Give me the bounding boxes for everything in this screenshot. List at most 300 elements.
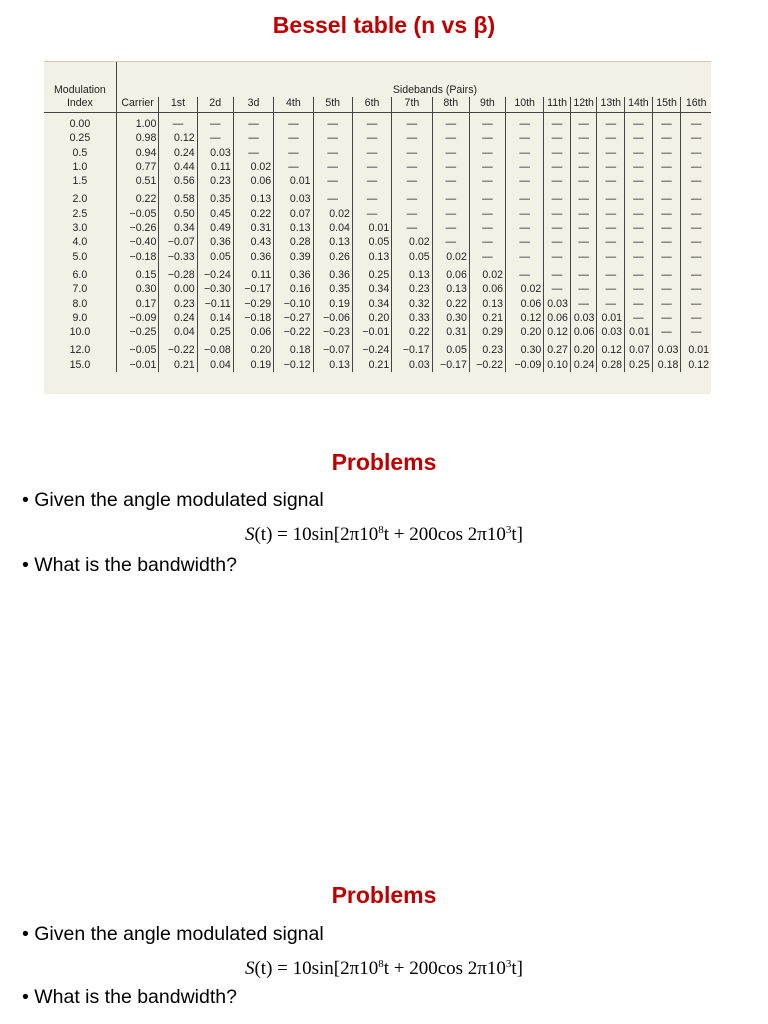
sideband-cell: — [570, 282, 597, 296]
sideband-cell: — [352, 117, 391, 131]
sideband-cell: — [570, 192, 597, 206]
header-carrier: Carrier [116, 97, 159, 113]
table-row [44, 358, 711, 372]
equation-exponent: 3 [505, 958, 512, 970]
sideband-cell: 0.33 [392, 311, 432, 325]
sideband-cell: 0.23 [469, 343, 505, 357]
sideband-cell: 0.12 [681, 358, 711, 372]
sideband-cell: — [197, 131, 233, 145]
bessel-table [44, 62, 711, 372]
sideband-cell: 0.12 [597, 343, 625, 357]
sideband-cell: 0.03 [570, 311, 597, 325]
sideband-cell: 0.12 [506, 311, 544, 325]
header-sideband-col: 12th [570, 97, 597, 113]
sideband-cell: 0.05 [432, 343, 469, 357]
sideband-cell: — [432, 131, 469, 145]
sideband-cell: 0.04 [313, 221, 352, 235]
modulation-index-cell: 2.0 [72, 193, 88, 206]
sideband-cell: — [469, 192, 505, 206]
header-sideband-col: 7th [392, 97, 432, 113]
sideband-cell: 0.39 [274, 250, 313, 264]
sideband-cell: — [432, 117, 469, 131]
sideband-cell: 0.03 [652, 343, 681, 357]
sideband-cell: 0.06 [570, 325, 597, 339]
sideband-cell: — [506, 174, 544, 188]
modulation-index-cell: 7.0 [72, 283, 88, 296]
sideband-cell: — [625, 311, 653, 325]
sideband-cell: 0.56 [159, 174, 197, 188]
sideband-cell: 0.22 [432, 297, 469, 311]
sideband-cell: 0.06 [469, 282, 505, 296]
sideband-cell: — [625, 174, 653, 188]
sideband-cell: — [544, 174, 571, 188]
sideband-cell: −0.27 [274, 311, 313, 325]
equation-part: = 10sin[2π10 [272, 958, 379, 979]
modulation-index-cell: 12.0 [69, 344, 91, 357]
sideband-cell: 0.49 [197, 221, 233, 235]
sideband-cell: — [233, 131, 273, 145]
modulation-index-cell: 9.0 [72, 311, 88, 324]
sideband-cell: −0.01 [352, 325, 391, 339]
sideband-cell: — [570, 160, 597, 174]
modulation-index-cell: 6.0 [72, 268, 88, 281]
sideband-cell: 0.24 [570, 358, 597, 372]
sideband-cell: 0.30 [506, 343, 544, 357]
sideband-cell: 0.00 [159, 282, 197, 296]
sideband-cell: — [432, 221, 469, 235]
sideband-cell: 0.12 [159, 131, 197, 145]
sideband-cell: −0.22 [159, 343, 197, 357]
bessel-table-panel [44, 61, 711, 394]
sideband-cell: — [652, 311, 681, 325]
sideband-cell: 0.36 [233, 250, 273, 264]
sideband-cell: — [392, 192, 432, 206]
sideband-cell: 0.02 [233, 160, 273, 174]
carrier-cell: 0.17 [116, 297, 159, 311]
sideband-cell: 0.21 [159, 358, 197, 372]
sideband-cell: — [681, 282, 711, 296]
sideband-cell: 0.19 [233, 358, 273, 372]
sideband-cell: −0.24 [352, 343, 391, 357]
sideband-cell: — [392, 221, 432, 235]
sideband-cell: — [652, 207, 681, 221]
sideband-cell: — [506, 221, 544, 235]
table-row [44, 250, 711, 264]
sideband-cell: — [469, 250, 505, 264]
header-sidebands: Sidebands (Pairs) [392, 84, 478, 96]
table-row [44, 117, 711, 131]
sideband-cell: — [544, 235, 571, 249]
modulation-index-cell: 0.00 [69, 118, 91, 130]
sideband-cell: 0.20 [506, 325, 544, 339]
bullet-bandwidth-question: • What is the bandwidth? [22, 554, 237, 576]
sideband-cell: — [681, 192, 711, 206]
sideband-cell: — [681, 174, 711, 188]
sideband-cell: 0.13 [392, 268, 432, 282]
header-sideband-col: 8th [432, 97, 469, 113]
sideband-cell: — [652, 268, 681, 282]
carrier-cell: 0.15 [116, 268, 159, 282]
sideband-cell: — [313, 192, 352, 206]
sideband-cell: — [506, 235, 544, 249]
sideband-cell: 0.35 [313, 282, 352, 296]
sideband-cell: 0.23 [197, 174, 233, 188]
slide-title: Bessel table (n vs β) [272, 12, 496, 38]
sideband-cell: — [625, 117, 653, 131]
sideband-cell: — [570, 297, 597, 311]
sideband-cell: 0.21 [469, 311, 505, 325]
sideband-cell: — [570, 268, 597, 282]
sideband-cell: — [652, 250, 681, 264]
sideband-cell: −0.33 [159, 250, 197, 264]
carrier-cell: 0.51 [116, 174, 159, 188]
sideband-cell: — [506, 207, 544, 221]
header-sideband-col: 3d [233, 97, 273, 113]
sideband-cell: — [274, 131, 313, 145]
sideband-cell: — [652, 174, 681, 188]
sideband-cell: — [597, 221, 625, 235]
sideband-cell: — [597, 297, 625, 311]
sideband-cell: — [506, 160, 544, 174]
equation [0, 958, 768, 980]
sideband-cell: — [544, 221, 571, 235]
modulation-index-cell: 1.5 [72, 175, 88, 188]
header-index: Index [44, 97, 116, 113]
sideband-cell: 0.34 [352, 282, 391, 296]
sideband-cell: 0.13 [432, 282, 469, 296]
sideband-cell: — [597, 235, 625, 249]
sideband-cell: — [392, 117, 432, 131]
sideband-cell: — [159, 117, 197, 131]
sideband-cell: — [681, 221, 711, 235]
sideband-cell: 0.23 [392, 282, 432, 296]
table-row [44, 311, 711, 325]
sideband-cell: 0.10 [544, 358, 571, 372]
sideband-cell: — [469, 221, 505, 235]
sideband-cell: — [197, 117, 233, 131]
table-row [44, 325, 711, 339]
sideband-cell: −0.09 [506, 358, 544, 372]
sideband-cell: — [506, 117, 544, 131]
table-row [44, 268, 711, 282]
sideband-cell: — [625, 282, 653, 296]
sideband-cell: 0.23 [159, 297, 197, 311]
sideband-cell: — [681, 297, 711, 311]
sideband-cell: — [570, 131, 597, 145]
sideband-cell: 0.28 [597, 358, 625, 372]
sideband-cell: — [392, 131, 432, 145]
equation-arg: (t) [254, 958, 273, 979]
sideband-cell: 0.03 [392, 358, 432, 372]
sideband-cell: 0.25 [197, 325, 233, 339]
carrier-cell: 1.00 [116, 117, 159, 131]
header-sideband-col: 4th [274, 97, 313, 113]
sideband-cell: −0.11 [197, 297, 233, 311]
modulation-index-cell: 2.5 [72, 207, 88, 220]
header-sideband-col: 6th [352, 97, 391, 113]
sideband-cell: — [313, 146, 352, 160]
sideband-cell: 0.06 [233, 174, 273, 188]
sideband-cell: — [652, 235, 681, 249]
sideband-cell: — [544, 250, 571, 264]
sideband-cell: — [432, 192, 469, 206]
sideband-cell: −0.23 [313, 325, 352, 339]
sideband-cell: 0.02 [469, 268, 505, 282]
sideband-cell: 0.02 [392, 235, 432, 249]
sideband-cell: −0.17 [392, 343, 432, 357]
sideband-cell: −0.28 [159, 268, 197, 282]
sideband-cell: — [506, 131, 544, 145]
sideband-cell: 0.30 [432, 311, 469, 325]
header-sideband-col: 2d [197, 97, 233, 113]
equation-part: t] [511, 958, 524, 979]
sideband-cell: — [597, 268, 625, 282]
equation-exponent: 8 [378, 958, 384, 970]
header-sideband-col: 14th [625, 97, 653, 113]
sideband-cell: 0.13 [313, 358, 352, 372]
sideband-cell: 0.02 [506, 282, 544, 296]
sideband-cell: 0.06 [544, 311, 571, 325]
modulation-index-cell: 5.0 [72, 250, 88, 263]
sideband-cell: 0.03 [544, 297, 571, 311]
carrier-cell: 0.94 [116, 146, 159, 160]
table-row [44, 207, 711, 221]
sideband-cell: — [432, 160, 469, 174]
header-sideband-col: 13th [597, 97, 625, 113]
sideband-cell: 0.01 [681, 343, 711, 357]
sideband-cell: 0.04 [197, 358, 233, 372]
sideband-cell: — [681, 235, 711, 249]
sideband-cell: — [652, 160, 681, 174]
sideband-cell: — [432, 146, 469, 160]
sideband-cell: — [313, 117, 352, 131]
equation-lhs: S [244, 958, 255, 979]
sideband-cell: −0.10 [274, 297, 313, 311]
sideband-cell: — [625, 268, 653, 282]
sideband-cell: 0.34 [159, 221, 197, 235]
sideband-cell: 0.12 [544, 325, 571, 339]
sideband-cell: 0.45 [197, 207, 233, 221]
sideband-cell: — [392, 174, 432, 188]
table-row [44, 160, 711, 174]
carrier-cell: −0.25 [116, 325, 159, 339]
table-row [44, 221, 711, 235]
sideband-cell: — [544, 207, 571, 221]
sideband-cell: 0.36 [313, 268, 352, 282]
sideband-cell: 0.01 [597, 311, 625, 325]
sideband-cell: — [544, 282, 571, 296]
equation-exponent: 8 [378, 524, 384, 536]
sideband-cell: — [625, 146, 653, 160]
sideband-cell: — [233, 146, 273, 160]
sideband-cell: — [274, 160, 313, 174]
sideband-cell: — [544, 268, 571, 282]
sideband-cell: — [597, 131, 625, 145]
sideband-cell: — [313, 131, 352, 145]
carrier-cell: −0.05 [116, 207, 159, 221]
sideband-cell: 0.11 [233, 268, 273, 282]
sideband-cell: — [625, 160, 653, 174]
sideband-cell: — [544, 160, 571, 174]
header-sideband-col: 16th [681, 97, 711, 113]
sideband-cell: — [597, 160, 625, 174]
sideband-cell: −0.06 [313, 311, 352, 325]
equation-exponent: 3 [505, 524, 512, 536]
sideband-cell: — [597, 250, 625, 264]
sideband-cell: — [432, 207, 469, 221]
sideband-cell: 0.03 [197, 146, 233, 160]
sideband-cell: −0.08 [197, 343, 233, 357]
sideband-cell: — [274, 146, 313, 160]
sideband-cell: — [469, 235, 505, 249]
sideband-cell: — [544, 131, 571, 145]
header-sideband-col: 15th [652, 97, 681, 113]
sideband-cell: — [625, 235, 653, 249]
sideband-cell: 0.07 [274, 207, 313, 221]
sideband-cell: — [506, 146, 544, 160]
sideband-cell: — [681, 117, 711, 131]
table-row [44, 235, 711, 249]
equation-lhs: S [244, 524, 255, 545]
sideband-cell: 0.58 [159, 192, 197, 206]
sideband-cell: 0.20 [352, 311, 391, 325]
sideband-cell: — [570, 221, 597, 235]
problems-heading: Problems [331, 882, 437, 908]
sideband-cell: −0.12 [274, 358, 313, 372]
sideband-cell: 0.02 [432, 250, 469, 264]
sideband-cell: — [432, 174, 469, 188]
sideband-cell: −0.07 [313, 343, 352, 357]
sideband-cell: 0.13 [274, 221, 313, 235]
sideband-cell: 0.03 [597, 325, 625, 339]
sideband-cell: 0.06 [233, 325, 273, 339]
sideband-cell: — [597, 282, 625, 296]
sideband-cell: 0.25 [352, 268, 391, 282]
sideband-cell: 0.18 [652, 358, 681, 372]
sideband-cell: 0.06 [432, 268, 469, 282]
sideband-cell: — [469, 207, 505, 221]
sideband-cell: 0.20 [570, 343, 597, 357]
sideband-cell: 0.27 [544, 343, 571, 357]
sideband-cell: — [392, 146, 432, 160]
sideband-cell: 0.35 [197, 192, 233, 206]
sideband-cell: −0.07 [159, 235, 197, 249]
sideband-cell: — [313, 174, 352, 188]
sideband-cell: 0.19 [313, 297, 352, 311]
sideband-cell: 0.24 [159, 146, 197, 160]
sideband-cell: — [681, 207, 711, 221]
sideband-cell: — [597, 146, 625, 160]
sideband-cell: — [570, 207, 597, 221]
sideband-cell: 0.05 [392, 250, 432, 264]
sideband-cell: 0.36 [274, 268, 313, 282]
sideband-cell: — [652, 192, 681, 206]
modulation-index-cell: 15.0 [69, 358, 91, 371]
sideband-cell: 0.50 [159, 207, 197, 221]
sideband-cell: — [392, 207, 432, 221]
sideband-cell: — [570, 174, 597, 188]
modulation-index-cell: 0.5 [72, 146, 88, 159]
sideband-cell: 0.32 [392, 297, 432, 311]
carrier-cell: −0.18 [116, 250, 159, 264]
sideband-cell: 0.14 [197, 311, 233, 325]
sideband-cell: 0.07 [625, 343, 653, 357]
sideband-cell: — [625, 250, 653, 264]
sideband-cell: — [652, 146, 681, 160]
sideband-cell: — [544, 117, 571, 131]
sideband-cell: — [544, 146, 571, 160]
sideband-cell: — [681, 325, 711, 339]
modulation-index-cell: 4.0 [72, 236, 88, 249]
sideband-cell: 0.13 [313, 235, 352, 249]
modulation-index-cell: 0.25 [69, 132, 91, 145]
sideband-cell: — [652, 297, 681, 311]
carrier-cell: 0.77 [116, 160, 159, 174]
sideband-cell: — [352, 160, 391, 174]
sideband-cell: — [352, 192, 391, 206]
sideband-cell: −0.22 [469, 358, 505, 372]
modulation-index-cell: 3.0 [72, 222, 88, 235]
sideband-cell: — [652, 282, 681, 296]
sideband-cell: — [506, 192, 544, 206]
sideband-cell: — [681, 160, 711, 174]
sideband-cell: 0.16 [274, 282, 313, 296]
sideband-cell: — [469, 174, 505, 188]
carrier-cell: 0.98 [116, 131, 159, 145]
sideband-cell: 0.11 [197, 160, 233, 174]
sideband-cell: — [570, 250, 597, 264]
sideband-cell: — [625, 297, 653, 311]
sideband-cell: −0.24 [197, 268, 233, 282]
sideband-cell: 0.13 [352, 250, 391, 264]
sideband-cell: — [681, 131, 711, 145]
problems-heading: Problems [331, 449, 437, 475]
sideband-cell: — [597, 117, 625, 131]
sideband-cell: 0.04 [159, 325, 197, 339]
table-row [44, 192, 711, 206]
sideband-cell: −0.30 [197, 282, 233, 296]
sideband-cell: −0.18 [233, 311, 273, 325]
sideband-cell: 0.34 [352, 297, 391, 311]
sideband-cell: 0.28 [274, 235, 313, 249]
sideband-cell: −0.29 [233, 297, 273, 311]
sideband-cell: — [597, 192, 625, 206]
sideband-cell: — [233, 117, 273, 131]
sideband-cell: 0.22 [233, 207, 273, 221]
equation-arg: (t) [254, 524, 273, 545]
sideband-cell: 0.43 [233, 235, 273, 249]
bullet-given-signal: • Given the angle modulated signal [22, 489, 324, 511]
sideband-cell: −0.17 [432, 358, 469, 372]
sideband-cell: 0.25 [625, 358, 653, 372]
sideband-cell: — [681, 250, 711, 264]
modulation-index-cell: 10.0 [69, 326, 91, 339]
sideband-cell: — [352, 131, 391, 145]
sideband-cell: — [274, 117, 313, 131]
sideband-cell: 0.44 [159, 160, 197, 174]
sideband-cell: 0.13 [469, 297, 505, 311]
sideband-cell: — [432, 235, 469, 249]
bullet-given-signal: • Given the angle modulated signal [22, 923, 324, 945]
table-row [44, 343, 711, 357]
sideband-cell: — [352, 207, 391, 221]
sideband-cell: — [506, 268, 544, 282]
sideband-cell: — [469, 131, 505, 145]
carrier-cell: −0.09 [116, 311, 159, 325]
sideband-cell: — [469, 160, 505, 174]
sideband-cell: 0.05 [352, 235, 391, 249]
sideband-cell: — [625, 192, 653, 206]
